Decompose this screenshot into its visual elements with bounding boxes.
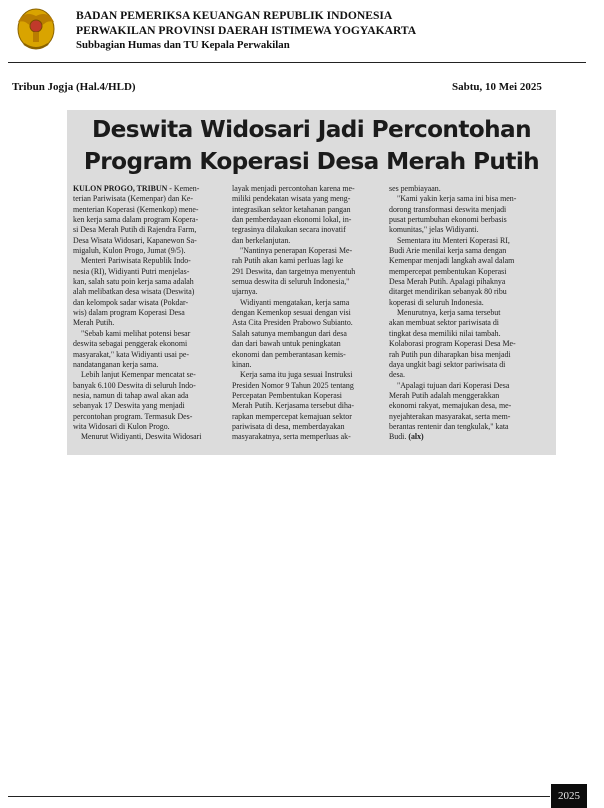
paragraph: ses pembiayaan. (389, 184, 441, 193)
paragraph: "Apalagi tujuan dari Koperasi Desa Merah Putih adalah menggerakkan ekonomi rakyat, memajukan desa, me- nyejahterakan masyarakat, serta mem- berantas rentenir dan tengkulak," kata Budi. (389, 380, 512, 442)
paragraph: "Kami yakin kerja sama ini bisa men- dorong transformasi deswita menjadi pusat pertumbuhan ekonomi berbasis komunitas," jelas Widiyanti. (389, 194, 517, 235)
article-column-1 (73, 184, 224, 443)
article-column-2 (232, 184, 383, 443)
org-line-2: PERWAKILAN PROVINSI DAERAH ISTIMEWA YOGYAKARTA (76, 23, 417, 37)
paragraph: Sementara itu Menteri Koperasi RI, Budi Arie menilai kerja sama dengan Kemenpar menjadi langkah awal dalam mempercepat pembentukan Koperasi Desa Merah Putih. Apalagi pihaknya ditarget mendirikan sebanyak 80 ribu koperasi di seluruh Indonesia. (389, 235, 515, 307)
paragraph: Lebih lanjut Kemenpar mencatat se- banyak 6.100 Deswita di seluruh Indo- nesia, namun di tahap awal akan ada sebanyak 17 Deswita yang menjadi percontohan program. Termasuk Des- wita Widosari di Kulon Progo. (73, 370, 196, 431)
paragraph: Kemen- terian Pariwisata (Kemenpar) dan Ke- menterian Koperasi (Kemenkop) mene- ken kerja sama dalam program Kopera- si Desa Merah Putih di Rajendra Farm, Desa Wisata Widosari, Kapanewon Sa- migaluh, Kulon Progo, Jumat (9/5). (73, 184, 200, 256)
page-number: 2025 (551, 784, 587, 808)
header-divider (8, 62, 586, 63)
newspaper-source: Tribun Jogja (Hal.4/HLD) (12, 81, 136, 93)
paragraph: Menurutnya, kerja sama tersebut akan membuat sektor pariwisata di tingkat desa memiliki nilai tambah. Kolaborasi program Koperasi Desa Me- rah Putih pun diharapkan bisa menjadi daya ungkit bagi sektor pariwisata di desa. (389, 308, 516, 380)
paragraph: layak menjadi percontohan karena me- miliki pendekatan wisata yang meng- integrasikan sektor ketahanan pangan dan pemberdayaan ekonomi lokal, in- tegrasinya dilakukan secara inovatif dan berkelanjutan. (232, 184, 355, 245)
headline-line-1: Deswita Widosari Jadi Percontohan (91, 116, 531, 143)
paragraph: "Sebab kami melihat potensi besar deswita sebagai penggerak ekonomi masyarakat," kata Widiyanti usai pe- nandatanganan kerja sama. (73, 328, 191, 369)
article-dateline: KULON PROGO, TRIBUN - (73, 184, 172, 193)
paragraph: Menurut Widiyanti, Deswita Widosari (81, 432, 202, 442)
headline-line-2: Program Koperasi Desa Merah Putih (83, 148, 540, 175)
article-column-3 (389, 184, 540, 443)
paragraph: Widiyanti mengatakan, kerja sama dengan Kemenkop sesuai dengan visi Asta Cita Presiden Prabowo Subianto. Salah satunya membangun dari desa dan dari bawah untuk peningkatan ekonomi dan pemberantasan kemis- kinan. (232, 297, 353, 369)
paragraph: "Nantinya penerapan Koperasi Me- rah Putih akan kami perluas lagi ke 291 Deswita, dan targetnya menyentuh semua deswita di seluruh Indonesia," ujarnya. (232, 246, 356, 297)
article-headline (67, 114, 556, 178)
paragraph: Menteri Pariwisata Republik Indo- nesia (RI), Widiyanti Putri menjelas- kan, salah satu poin kerja sama adalah alah melibatkan desa wisata (Deswita) dan kelompok sadar wisata (Pokdar- wis) dalam program Koperasi Desa Merah Putih. (73, 256, 195, 328)
publication-date: Sabtu, 10 Mei 2025 (452, 81, 542, 93)
article-byline: (alx) (408, 432, 424, 442)
paragraph: Kerja sama itu juga sesuai Instruksi Presiden Nomor 9 Tahun 2025 tentang Percepatan Pembentukan Koperasi Merah Putih. Kerjasama tersebut diha- rapkan mempercepat kemajuan sektor pariwisata di desa, memberdayakan masyarakatnya, serta memperluas ak- (232, 370, 355, 442)
org-line-3: Subbagian Humas dan TU Kepala Perwakilan (76, 39, 290, 51)
footer-divider (8, 796, 550, 797)
org-line-1: BADAN PEMERIKSA KEUANGAN REPUBLIK INDONESIA (76, 9, 393, 22)
organization-header (76, 9, 416, 53)
bpk-emblem-icon (14, 4, 58, 54)
news-clipping (67, 110, 556, 455)
